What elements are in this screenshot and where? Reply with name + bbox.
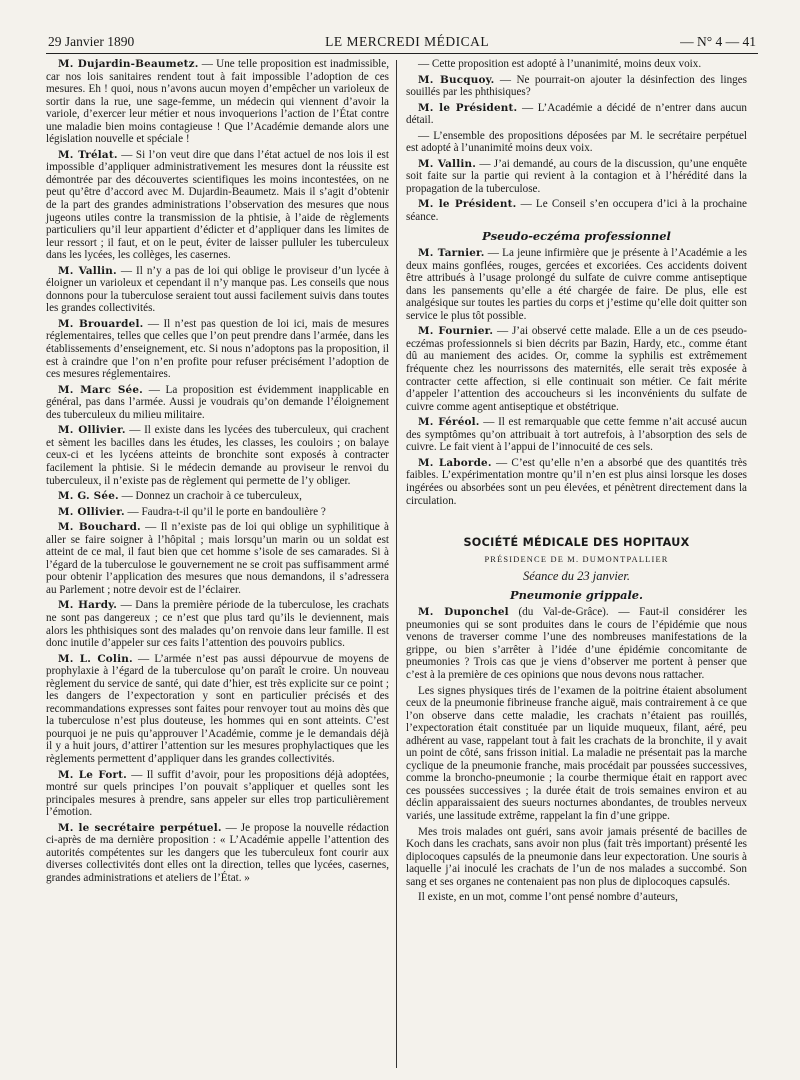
paragraph-text: — Il n’existe pas de loi qui oblige un syphilitique à aller se faire soigner à l’hôpital ; mais lorsqu’un marin ou un soldat est atteint de ce mal, il faut bien que cet homme s’isole de ses camarades. Si à l’égard de la tuberculose le gouvernement ne se croit pas suffisamment armé pour obtenir l’application des mesures que nous demandons, il s’adressera au Parlement ; notre devoir est de l’éclairer. xyxy=(46,521,389,596)
speaker-name: M. Féréol. xyxy=(418,416,480,429)
paragraph-text: — L’armée n’est pas aussi dépourvue de moyens de prophylaxie à l’égard de la tuberculose qu’on paraît le croire. Un nouveau règlement du service de santé, qui date d’hier, est très explicite sur ce point ; les dangers de l’expectoration y sont en particulier précisés et des recommandations expresses sont faites pour renvoyer tout au moins dès que la tuberculose n’est plus douteuse, les hommes qui en sont atteints. C’est pourquoi je ne puis qu’approuver l’Académie, comme je le demandais déjà il y a huit jours, d’attirer l’attention sur les mesures prophylactiques que les règlements permettent d’appliquer dans les grandes collectivités. xyxy=(46,652,389,765)
paragraph xyxy=(46,58,389,146)
right-bottom-section xyxy=(406,606,747,904)
right-top-section xyxy=(406,58,747,224)
paragraph-text: — Il suffit d’avoir, pour les propositions déjà adoptées, montré sur quels principes l’on pouvait s’appliquer et quelles sont les principales mesures à prendre, sans appeler sur elles trop particulièrement l’émotion. xyxy=(46,768,389,819)
paragraph-text: — L’Académie a décidé de n’entrer dans aucun détail. xyxy=(406,101,747,127)
paragraph xyxy=(46,384,389,422)
paragraph-text: — C’est qu’elle n’en a absorbé que des quantités très faibles. L’expérimentation montre qu’il n’en est plus ainsi lorsque les doses ingérées ou absorbées sont un peu élevées, et pénètrent directement dans la circulation. xyxy=(406,456,747,507)
paragraph-text: — Si l’on veut dire que dans l’état actuel de nos lois il est impossible d’appliquer administrativement les mesures dont la réussite est démontrée par des découvertes scientifiques les moins incontestées, on ne peut qu’être d’accord avec M. Dujardin-Beaumetz. Mais il s’agit d’obtenir de la part des grandes administrations l’observation des mesures que nous jugeons utiles contre la transmission de la phtisie, à l’aide de règlements particuliers qu’il leur appartient d’édicter et d’appliquer dans les limites de leur ressort ; il faut, et on le peut, éviter de laisser pulluler les tuberculeux dans les lycées, les collèges, les casernes. xyxy=(46,148,389,262)
paragraph xyxy=(406,416,747,454)
paragraph-text: — Donnez un crachoir à ce tuberculeux, xyxy=(118,490,302,503)
paragraph xyxy=(46,490,389,503)
seance-date: Séance du 23 janvier. xyxy=(523,569,630,584)
paragraph xyxy=(406,130,747,155)
paragraph xyxy=(46,506,389,519)
speaker-name: M. Trélat. xyxy=(58,148,118,161)
left-column xyxy=(46,58,396,1068)
paragraph xyxy=(46,599,389,649)
speaker-name: M. Vallin. xyxy=(58,264,117,277)
paragraph-text: — J’ai demandé, au cours de la discussion, qu’une enquête soit faite sur la partie qui revient à la contagion et à l’hérédité dans la propagation de la tuberculose. xyxy=(406,157,747,195)
society-title: SOCIÉTÉ MÉDICALE DES HOPITAUX xyxy=(463,536,690,550)
speaker-name: M. Ollivier. xyxy=(58,424,126,437)
paragraph-text: Il existe, en un mot, comme l’ont pensé nombre d’auteurs, xyxy=(418,891,678,904)
paragraph xyxy=(46,521,389,596)
right-column xyxy=(397,58,747,1068)
speaker-name: M. Fournier. xyxy=(418,325,494,338)
paragraph xyxy=(406,198,747,223)
speaker-name: M. le Président. xyxy=(418,101,518,114)
speaker-name: M. Bouchard. xyxy=(58,521,141,534)
speaker-name: M. Duponchel xyxy=(418,606,509,619)
speaker-name: M. le Président. xyxy=(418,198,517,211)
speaker-name: M. Ollivier. xyxy=(58,505,125,518)
paragraph xyxy=(46,653,389,766)
speaker-name: M. G. Sée. xyxy=(58,490,119,503)
paragraph xyxy=(406,247,747,322)
columns xyxy=(46,58,758,1068)
paragraph xyxy=(406,74,747,99)
speaker-name: M. Vallin. xyxy=(418,157,477,170)
speaker-name: M. Bucquoy. xyxy=(418,73,495,86)
paragraph xyxy=(406,826,747,889)
speaker-name: M. Brouardel. xyxy=(58,317,144,330)
speaker-name: M. Le Fort. xyxy=(58,768,127,781)
presidence-line: PRÉSIDENCE DE M. DUMONTPALLIER xyxy=(484,554,669,564)
page-header xyxy=(46,34,758,54)
paragraph-text: — J’ai observé cette malade. Elle a un de ces pseudo-eczémas professionnels si bien décrits par Bazin, Hardy, etc., comme étant dû au maniement des acides. Or, comme la syphilis est extrêmement fréquente chez les nourrissons des maternités, elle serait très exposée à contracter cette affection, si elle continuait son métier. Ce fait mérite d’appeler l’attention des accoucheurs si les inconvénients du sulfate de cuivre comme agent antiseptique et obstétrique. xyxy=(406,325,747,413)
speaker-name: M. Tarnier. xyxy=(418,247,485,260)
paragraph-text: — La proposition est évidemment inapplicable en général, pas dans l’armée. Aussi je voudrais qu’on demande l’éloignement des tuberculeux du milieu militaire. xyxy=(46,383,389,421)
paragraph-text: — Cette proposition est adopté à l’unanimité, moins deux voix. xyxy=(418,58,702,70)
speaker-name: M. Dujardin-Beaumetz. xyxy=(58,58,199,70)
issue-date: 29 Janvier 1890 xyxy=(48,34,135,49)
speaker-name: M. L. Colin. xyxy=(58,652,133,665)
paragraph xyxy=(406,58,747,71)
newspaper-page xyxy=(46,34,758,1068)
subheading-pneumonie: Pneumonie grippale. xyxy=(510,587,643,602)
paragraph-text: — Une telle proposition est inadmissible, car nos lois sanitaires rendent tout à fait impossible l’adoption de ces mesures. Eh ! quoi, nous n’avons aucun moyen d’empêcher un varioleux de sortir dans la rue, une sage-femme, un médecin qui viennent d’avoir la variole, d’exercer leur métier et nous invoquerions l’action de l’État contre une maladie bien moins contagieuse ! Que l’Académie demande alors une législation nouvelle et spéciale ! xyxy=(46,58,389,146)
paragraph xyxy=(406,102,747,127)
paragraph xyxy=(406,158,747,196)
speaker-name: M. Laborde. xyxy=(418,456,492,469)
paragraph xyxy=(406,325,747,413)
paragraph-text: — La jeune infirmière que je présente à l’Académie a les deux mains gonflées, rouges, gercées et excoriées. Ces accidents doivent être attribués à l’usage prolongé du sulfate de cuivre comme antiseptique dans les pansements qu’elle a été chargée de faire. De plus, elle est analgésique sur toutes les parties du corps et j’estime qu’elle doit quitter son service le plus tôt possible. xyxy=(406,247,747,322)
paragraph-text: (du Val-de-Grâce). — Faut-il considérer les pneumonies qui se sont produites dans le cours de l’épidémie que nous venons de traverser comme l’une des nombreuses manifestations de la grippe, ou bien s’arrêter à l’idée d’une épidémie concomitante de pneumonies ? Trois cas que je viens d’observer me portent à penser que c’est à la première de ces opinions que nous devons nous rattacher. xyxy=(406,606,747,681)
paragraph xyxy=(46,822,389,885)
paragraph-text: — Je propose la nouvelle rédaction ci-après de ma dernière proposition : « L’Académie appelle l’attention des autorités compétentes sur les dangers que les tuberculeux font courir aux diverses collectivités dont elles ont la direction, telles que lycées, casernes, grandes administrations et ateliers de l’État. » xyxy=(46,821,390,884)
journal-title: LE MERCREDI MÉDICAL xyxy=(325,34,490,49)
paragraph xyxy=(406,606,747,681)
paragraph xyxy=(46,318,389,381)
paragraph xyxy=(46,265,389,315)
speaker-name: M. Hardy. xyxy=(58,599,118,612)
paragraph xyxy=(406,457,747,507)
paragraph xyxy=(406,891,747,904)
paragraph xyxy=(46,424,389,487)
paragraph-text: Mes trois malades ont guéri, sans avoir jamais présenté de bacilles de Koch dans les crachats, sans avoir non plus (fait très important) présenté les diplocoques capsulés de la pneumonie dans leur expectoration. Une souris à laquelle j’ai inoculé les crachats de l’un de nos malades a succombé. Son sang et ses organes ne contenaient pas non plus de diplocoques capsulés. xyxy=(406,825,747,888)
paragraph-text: — Il n’est pas question de loi ici, mais de mesures réglementaires, telles que celles que l’on peut prendre dans l’armée, dans les établissements d’enseignement, etc. Si nous n’adoptons pas la proposition, il est à craindre que l’on n’en profite pour refuser précisément l’adoption de ces mesures réglementaires. xyxy=(46,317,389,381)
paragraph-text: — Dans la première période de la tuberculose, les crachats ne sont pas dangereux ; ce n’est que plus tard qu’ils le deviennent, mais alors les phthisiques sont des malades qu’on renvoie dans leur famille. Il est donc inutile d’appeler sur ces faits l’attention des pouvoirs publics. xyxy=(46,599,389,650)
paragraph xyxy=(46,149,389,262)
paragraph-text: Les signes physiques tirés de l’examen de la poitrine étaient absolument ceux de la pneumonie fibrineuse franche aiguë, mais contrairement à ce que l’on observe dans cette maladie, les crachats n’étaient pas rouillés, l’expectoration était constituée par un liquide muqueux, filant, aéré, peu adhérent au vase, rappelant tout à fait les crachats de la bronchite, il y avait un point de côté, sans frisson initial. La maladie ne présentait pas la marche cyclique de la pneumonie franche, mais procédait par poussées successives, comme la broncho-pneumonie ; la courbe thermique était en rapport avec ces poussées successives ; la durée était de trois semaines environ et au déclin apparaissaient des sueurs nocturnes abondantes, de troubles nerveux variés, une lassitude extrême, rappelant la fin d’une grippe. xyxy=(406,684,747,822)
subheading-pseudo-eczema: Pseudo-eczéma professionnel xyxy=(482,228,671,243)
speaker-name: M. Marc Sée. xyxy=(58,383,143,396)
paragraph-text: — L’ensemble des propositions déposées par M. le secrétaire perpétuel est adopté à l’unanimité moins deux voix. xyxy=(406,129,747,155)
issue-number: — N° 4 — 41 xyxy=(680,34,756,49)
paragraph-text: — Ne pourrait-on ajouter la désinfection des linges souillés par les phthisiques? xyxy=(406,73,747,99)
paragraph xyxy=(406,685,747,823)
paragraph-text: — Faudra-t-il qu’il le porte en bandoulière ? xyxy=(124,505,326,518)
paragraph xyxy=(46,769,389,819)
paragraph-text: — Il existe dans les lycées des tuberculeux, qui crachent et sèment les bacilles dans les études, les classes, les couloirs ; on balaye ceux-ci et les lycéens atteints de bronchite sont exposés à contracter facilement la phtisie. Si le médecin demande au proviseur le renvoi du tuberculeux, il n’existe pas de règlement qui permette de l’y obliger. xyxy=(46,424,389,487)
right-mid-section xyxy=(406,247,747,507)
speaker-name: M. le secrétaire perpétuel. xyxy=(58,821,222,834)
paragraph-text: — Il n’y a pas de loi qui oblige le proviseur d’un lycée à éloigner un varioleux et cependant il n’y manque pas. Les conseils que nous donnons pour la tuberculose seraient tout aussi facilement suivis dans toutes les grandes collectivités. xyxy=(46,264,389,315)
paragraph-text: — Il est remarquable que cette femme n’ait accusé aucun des symptômes qu’on attribuait à tort autrefois, à l’absorption des sels de cuivre. Le fait vient à l’appui de l’innocuité de ces sels. xyxy=(406,416,747,454)
paragraph-text: — Le Conseil s’en occupera d’ici à la prochaine séance. xyxy=(406,198,747,224)
